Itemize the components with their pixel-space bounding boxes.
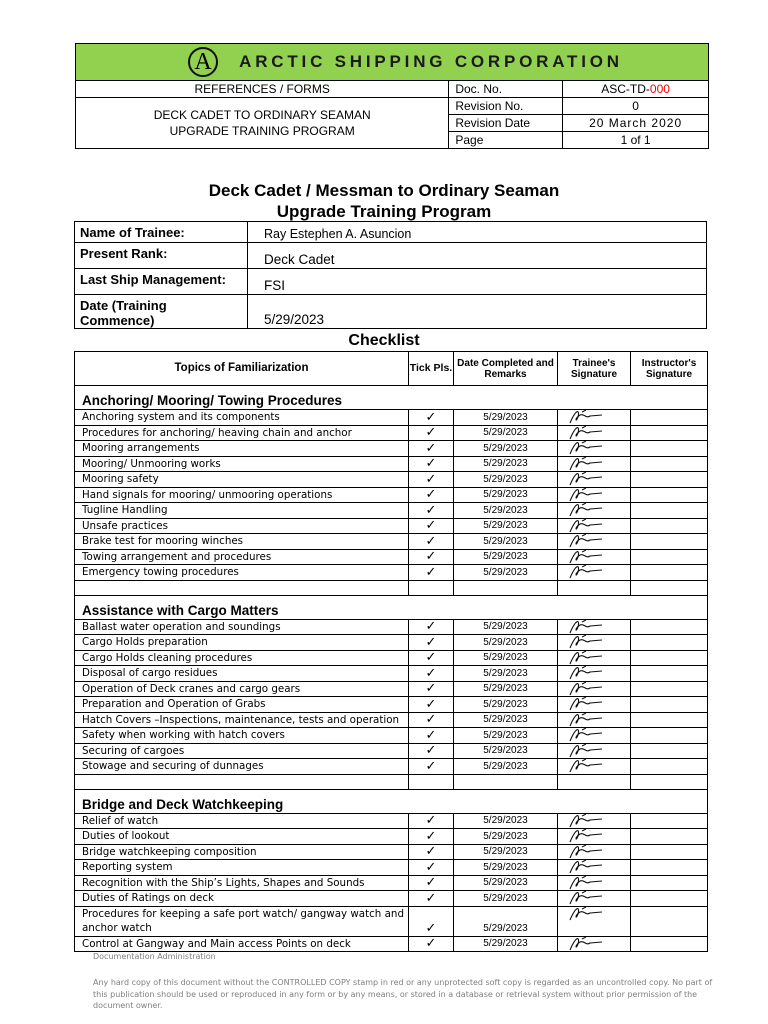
- topic-cell: Tugline Handling: [75, 503, 409, 519]
- checklist-row: [75, 728, 708, 744]
- date-completed-cell: 5/29/2023: [454, 844, 558, 860]
- topic-cell: Mooring safety: [75, 472, 409, 488]
- blank-cell: [454, 774, 558, 789]
- trainee-signature-cell: [558, 829, 631, 845]
- tick-checkmark-icon[interactable]: ✓: [409, 456, 454, 472]
- instructor-signature-cell[interactable]: [631, 743, 708, 759]
- tick-checkmark-icon[interactable]: ✓: [409, 472, 454, 488]
- signature-icon: [566, 860, 606, 876]
- date-completed-cell: 5/29/2023: [454, 410, 558, 426]
- blank-cell: [409, 774, 454, 789]
- date-completed-cell: 5/29/2023: [454, 472, 558, 488]
- topic-cell: Procedures for anchoring/ heaving chain and anchor: [75, 425, 409, 441]
- checklist-row: [75, 472, 708, 488]
- topic-cell: Cargo Holds cleaning procedures: [75, 650, 409, 666]
- tick-checkmark-icon[interactable]: ✓: [409, 844, 454, 860]
- signature-icon: [566, 456, 606, 472]
- checklist-row: [75, 906, 708, 936]
- checklist-row: [75, 759, 708, 775]
- signature-icon: [566, 503, 606, 519]
- trainee-signature-cell: [558, 635, 631, 651]
- instructor-signature-cell[interactable]: [631, 829, 708, 845]
- tick-checkmark-icon[interactable]: ✓: [409, 697, 454, 713]
- revision-date-label: Revision Date: [449, 115, 563, 132]
- date-completed-cell: 5/29/2023: [454, 891, 558, 907]
- instructor-signature-cell[interactable]: [631, 759, 708, 775]
- signature-icon: [566, 906, 606, 924]
- date-completed-cell: 5/29/2023: [454, 441, 558, 457]
- col-instructor-signature-header: Instructor's Signature: [631, 352, 708, 386]
- signature-icon: [566, 681, 606, 697]
- date-completed-cell: 5/29/2023: [454, 936, 558, 952]
- topic-cell: Disposal of cargo residues: [75, 666, 409, 682]
- checklist-row: [75, 619, 708, 635]
- doc-title: DECK CADET TO ORDINARY SEAMAN UPGRADE TRAINING PROGRAM: [76, 98, 449, 149]
- date-completed-cell: 5/29/2023: [454, 906, 558, 936]
- col-date-header: Date Completed and Remarks: [454, 352, 558, 386]
- blank-cell: [558, 774, 631, 789]
- tick-checkmark-icon[interactable]: ✓: [409, 565, 454, 581]
- instructor-signature-cell[interactable]: [631, 860, 708, 876]
- signature-icon: [566, 487, 606, 503]
- checklist-row: [75, 441, 708, 457]
- instructor-signature-cell[interactable]: [631, 712, 708, 728]
- topic-cell: Bridge watchkeeping composition: [75, 844, 409, 860]
- topic-cell: Unsafe practices: [75, 518, 409, 534]
- date-completed-cell: 5/29/2023: [454, 759, 558, 775]
- signature-icon: [566, 518, 606, 534]
- trainee-signature-cell: [558, 728, 631, 744]
- instructor-signature-cell[interactable]: [631, 875, 708, 891]
- trainee-signature-cell: [558, 410, 631, 426]
- blank-cell: [558, 580, 631, 595]
- trainee-signature-cell: [558, 565, 631, 581]
- trainee-signature-cell: [558, 712, 631, 728]
- topic-cell: Mooring arrangements: [75, 441, 409, 457]
- revision-no-label: Revision No.: [449, 98, 563, 115]
- checklist-row: [75, 534, 708, 550]
- date-completed-cell: 5/29/2023: [454, 635, 558, 651]
- tick-checkmark-icon[interactable]: ✓: [409, 681, 454, 697]
- tick-checkmark-icon[interactable]: ✓: [409, 487, 454, 503]
- ship-management-value: FSI: [248, 269, 707, 295]
- tick-checkmark-icon[interactable]: ✓: [409, 906, 454, 936]
- trainee-signature-cell: [558, 844, 631, 860]
- trainee-signature-cell: [558, 487, 631, 503]
- tick-checkmark-icon[interactable]: ✓: [409, 712, 454, 728]
- trainee-signature-cell: [558, 860, 631, 876]
- signature-icon: [566, 410, 606, 426]
- tick-checkmark-icon[interactable]: ✓: [409, 650, 454, 666]
- topic-cell: Preparation and Operation of Grabs: [75, 697, 409, 713]
- trainee-signature-cell: [558, 503, 631, 519]
- tick-checkmark-icon[interactable]: ✓: [409, 425, 454, 441]
- date-completed-cell: 5/29/2023: [454, 503, 558, 519]
- instructor-signature-cell[interactable]: [631, 891, 708, 907]
- references-label: REFERENCES / FORMS: [76, 81, 449, 98]
- trainee-signature-cell: [558, 681, 631, 697]
- checklist-row: [75, 743, 708, 759]
- checklist-row: [75, 518, 708, 534]
- trainee-signature-cell: [558, 875, 631, 891]
- page-value: 1 of 1: [563, 132, 709, 149]
- checklist-row: [75, 813, 708, 829]
- signature-icon: [566, 472, 606, 488]
- trainee-name-value: Ray Estephen A. Asuncion: [248, 222, 707, 243]
- section-header: [75, 386, 708, 410]
- checklist-row: [75, 936, 708, 952]
- present-rank-value: Deck Cadet: [248, 243, 707, 269]
- checklist-row: [75, 891, 708, 907]
- tick-checkmark-icon[interactable]: ✓: [409, 813, 454, 829]
- signature-icon: [566, 549, 606, 565]
- tick-checkmark-icon[interactable]: ✓: [409, 875, 454, 891]
- signature-icon: [566, 891, 606, 907]
- checklist-title: Checklist: [348, 332, 420, 349]
- instructor-signature-cell[interactable]: [631, 666, 708, 682]
- checklist-row: [75, 681, 708, 697]
- signature-icon: [566, 697, 606, 713]
- signature-icon: [566, 425, 606, 441]
- blank-row: [75, 580, 708, 595]
- section-title: Assistance with Cargo Matters: [75, 595, 708, 619]
- topic-cell: Cargo Holds preparation: [75, 635, 409, 651]
- topic-cell: Recognition with the Ship’s Lights, Shapes and Sounds: [75, 875, 409, 891]
- section-header: [75, 595, 708, 619]
- signature-icon: [566, 844, 606, 860]
- checklist-row: [75, 860, 708, 876]
- footer-disclaimer: Any hard copy of this document without the CONTROLLED COPY stamp in red or any unprotected soft copy is regarded as an uncontrolled copy. No part of this publication should be used or reproduced in any form or by any means, or stored in a database or retrieval system without prior permission of the document owner.: [93, 978, 713, 1010]
- blank-row: [75, 774, 708, 789]
- doc-no-label: Doc. No.: [449, 81, 563, 98]
- topic-cell: Emergency towing procedures: [75, 565, 409, 581]
- instructor-signature-cell[interactable]: [631, 650, 708, 666]
- checklist-row: [75, 425, 708, 441]
- blank-cell: [631, 774, 708, 789]
- blank-cell: [75, 774, 409, 789]
- tick-checkmark-icon[interactable]: ✓: [409, 549, 454, 565]
- trainee-info-table: [74, 221, 707, 329]
- date-completed-cell: 5/29/2023: [454, 813, 558, 829]
- tick-checkmark-icon[interactable]: ✓: [409, 891, 454, 907]
- date-completed-cell: 5/29/2023: [454, 728, 558, 744]
- date-completed-cell: 5/29/2023: [454, 425, 558, 441]
- topic-cell: Procedures for keeping a safe port watch/ gangway watch and anchor watch: [75, 906, 409, 936]
- instructor-signature-cell[interactable]: [631, 697, 708, 713]
- date-completed-cell: 5/29/2023: [454, 518, 558, 534]
- doc-no-value: ASC-TD-000: [563, 81, 709, 98]
- trainee-signature-cell: [558, 441, 631, 457]
- signature-icon: [566, 635, 606, 651]
- topic-cell: Control at Gangway and Main access Points on deck: [75, 936, 409, 952]
- checklist-row: [75, 456, 708, 472]
- signature-icon: [566, 565, 606, 581]
- present-rank-label: Present Rank:: [75, 243, 248, 269]
- date-completed-cell: 5/29/2023: [454, 619, 558, 635]
- signature-icon: [566, 829, 606, 845]
- footer-department: Documentation Administration: [93, 952, 216, 961]
- page-title: Deck Cadet / Messman to Ordinary Seaman Upgrade Training Program: [208, 181, 560, 221]
- instructor-signature-cell[interactable]: [631, 619, 708, 635]
- instructor-signature-cell[interactable]: [631, 549, 708, 565]
- tick-checkmark-icon[interactable]: ✓: [409, 860, 454, 876]
- blank-cell: [409, 580, 454, 595]
- trainee-signature-cell: [558, 743, 631, 759]
- instructor-signature-cell[interactable]: [631, 441, 708, 457]
- signature-icon: [566, 650, 606, 666]
- trainee-signature-cell: [558, 891, 631, 907]
- instructor-signature-cell[interactable]: [631, 487, 708, 503]
- revision-no-value: 0: [563, 98, 709, 115]
- date-completed-cell: 5/29/2023: [454, 681, 558, 697]
- instructor-signature-cell[interactable]: [631, 425, 708, 441]
- col-trainee-signature-header: Trainee's Signature: [558, 352, 631, 386]
- tick-checkmark-icon[interactable]: ✓: [409, 829, 454, 845]
- trainee-name-label: Name of Trainee:: [75, 222, 248, 243]
- checklist-row: [75, 410, 708, 426]
- signature-icon: [566, 712, 606, 728]
- document-header: [75, 43, 709, 149]
- topic-cell: Operation of Deck cranes and cargo gears: [75, 681, 409, 697]
- trainee-signature-cell: [558, 759, 631, 775]
- instructor-signature-cell[interactable]: [631, 906, 708, 936]
- revision-date-value: 20 March 2020: [563, 115, 709, 132]
- ship-management-label: Last Ship Management:: [75, 269, 248, 295]
- instructor-signature-cell[interactable]: [631, 472, 708, 488]
- trainee-signature-cell: [558, 906, 631, 936]
- section-header: [75, 789, 708, 813]
- instructor-signature-cell[interactable]: [631, 635, 708, 651]
- topic-cell: Anchoring system and its components: [75, 410, 409, 426]
- date-completed-cell: 5/29/2023: [454, 875, 558, 891]
- trainee-signature-cell: [558, 619, 631, 635]
- instructor-signature-cell[interactable]: [631, 410, 708, 426]
- topic-cell: Brake test for mooring winches: [75, 534, 409, 550]
- company-logo-icon: A: [188, 47, 218, 77]
- trainee-signature-cell: [558, 666, 631, 682]
- instructor-signature-cell[interactable]: [631, 534, 708, 550]
- checklist-row: [75, 565, 708, 581]
- checklist-row: [75, 650, 708, 666]
- date-completed-cell: 5/29/2023: [454, 860, 558, 876]
- instructor-signature-cell[interactable]: [631, 681, 708, 697]
- checklist-row: [75, 844, 708, 860]
- topic-cell: Mooring/ Unmooring works: [75, 456, 409, 472]
- topic-cell: Towing arrangement and procedures: [75, 549, 409, 565]
- instructor-signature-cell[interactable]: [631, 728, 708, 744]
- topic-cell: Securing of cargoes: [75, 743, 409, 759]
- date-completed-cell: 5/29/2023: [454, 565, 558, 581]
- section-title: Bridge and Deck Watchkeeping: [75, 789, 708, 813]
- training-date-label: Date (Training Commence): [75, 295, 248, 329]
- checklist-row: [75, 875, 708, 891]
- topic-cell: Relief of watch: [75, 813, 409, 829]
- checklist-row: [75, 487, 708, 503]
- topic-cell: Hatch Covers –Inspections, maintenance, tests and operation: [75, 712, 409, 728]
- blank-cell: [631, 580, 708, 595]
- tick-checkmark-icon[interactable]: ✓: [409, 936, 454, 952]
- tick-checkmark-icon[interactable]: ✓: [409, 503, 454, 519]
- tick-checkmark-icon[interactable]: ✓: [409, 441, 454, 457]
- trainee-signature-cell: [558, 697, 631, 713]
- checklist-row: [75, 549, 708, 565]
- topic-cell: Reporting system: [75, 860, 409, 876]
- date-completed-cell: 5/29/2023: [454, 456, 558, 472]
- checklist-row: [75, 666, 708, 682]
- date-completed-cell: 5/29/2023: [454, 666, 558, 682]
- tick-checkmark-icon[interactable]: ✓: [409, 534, 454, 550]
- signature-icon: [566, 441, 606, 457]
- tick-checkmark-icon[interactable]: ✓: [409, 410, 454, 426]
- signature-icon: [566, 728, 606, 744]
- date-completed-cell: 5/29/2023: [454, 697, 558, 713]
- trainee-signature-cell: [558, 650, 631, 666]
- trainee-signature-cell: [558, 518, 631, 534]
- topic-cell: Duties of Ratings on deck: [75, 891, 409, 907]
- instructor-signature-cell[interactable]: [631, 813, 708, 829]
- trainee-signature-cell: [558, 456, 631, 472]
- checklist-row: [75, 635, 708, 651]
- blank-cell: [454, 580, 558, 595]
- trainee-signature-cell: [558, 936, 631, 952]
- signature-icon: [566, 813, 606, 829]
- trainee-signature-cell: [558, 425, 631, 441]
- signature-icon: [566, 619, 606, 635]
- tick-checkmark-icon[interactable]: ✓: [409, 743, 454, 759]
- tick-checkmark-icon[interactable]: ✓: [409, 759, 454, 775]
- checklist-row: [75, 712, 708, 728]
- trainee-signature-cell: [558, 472, 631, 488]
- checklist-row: [75, 697, 708, 713]
- date-completed-cell: 5/29/2023: [454, 487, 558, 503]
- topic-cell: Stowage and securing of dunnages: [75, 759, 409, 775]
- company-banner: [76, 44, 709, 81]
- trainee-signature-cell: [558, 549, 631, 565]
- instructor-signature-cell[interactable]: [631, 844, 708, 860]
- instructor-signature-cell[interactable]: [631, 936, 708, 952]
- date-completed-cell: 5/29/2023: [454, 650, 558, 666]
- col-topics-header: Topics of Familiarization: [75, 352, 409, 386]
- tick-checkmark-icon[interactable]: ✓: [409, 635, 454, 651]
- signature-icon: [566, 666, 606, 682]
- checklist-row: [75, 829, 708, 845]
- section-title: Anchoring/ Mooring/ Towing Procedures: [75, 386, 708, 410]
- topic-cell: Hand signals for mooring/ unmooring operations: [75, 487, 409, 503]
- signature-icon: [566, 875, 606, 891]
- signature-icon: [566, 936, 606, 952]
- page-label: Page: [449, 132, 563, 149]
- trainee-signature-cell: [558, 534, 631, 550]
- tick-checkmark-icon[interactable]: ✓: [409, 728, 454, 744]
- date-completed-cell: 5/29/2023: [454, 534, 558, 550]
- signature-icon: [566, 759, 606, 775]
- signature-icon: [566, 743, 606, 759]
- company-name: ARCTIC SHIPPING CORPORATION: [239, 52, 623, 71]
- signature-icon: [566, 534, 606, 550]
- training-date-value: 5/29/2023: [248, 295, 707, 329]
- checklist-row: [75, 503, 708, 519]
- tick-checkmark-icon[interactable]: ✓: [409, 619, 454, 635]
- trainee-signature-cell: [558, 813, 631, 829]
- topic-cell: Duties of lookout: [75, 829, 409, 845]
- instructor-signature-cell[interactable]: [631, 518, 708, 534]
- date-completed-cell: 5/29/2023: [454, 743, 558, 759]
- topic-cell: Safety when working with hatch covers: [75, 728, 409, 744]
- checklist-table: [74, 351, 708, 952]
- instructor-signature-cell[interactable]: [631, 456, 708, 472]
- instructor-signature-cell[interactable]: [631, 503, 708, 519]
- tick-checkmark-icon[interactable]: ✓: [409, 666, 454, 682]
- topic-cell: Ballast water operation and soundings: [75, 619, 409, 635]
- date-completed-cell: 5/29/2023: [454, 829, 558, 845]
- date-completed-cell: 5/29/2023: [454, 549, 558, 565]
- col-tick-header: Tick Pls.: [409, 352, 454, 386]
- tick-checkmark-icon[interactable]: ✓: [409, 518, 454, 534]
- instructor-signature-cell[interactable]: [631, 565, 708, 581]
- blank-cell: [75, 580, 409, 595]
- date-completed-cell: 5/29/2023: [454, 712, 558, 728]
